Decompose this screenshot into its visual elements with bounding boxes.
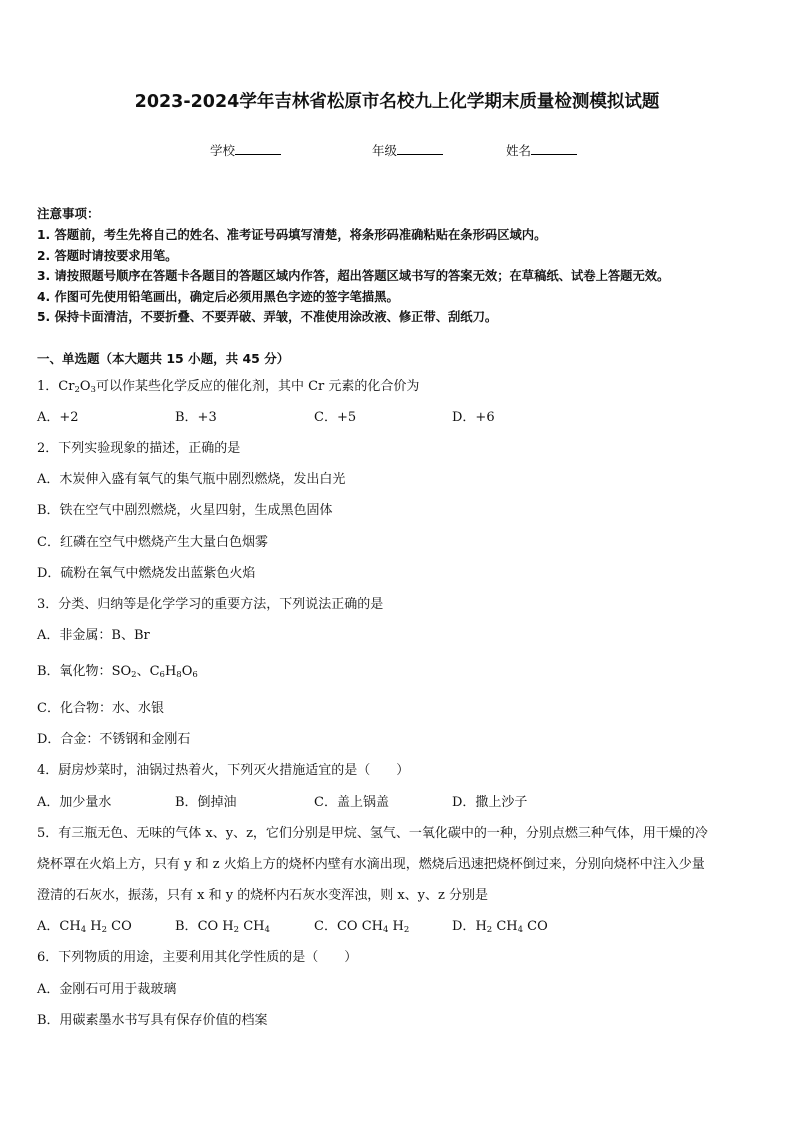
grade-label: 年级 — [372, 143, 398, 158]
q4-option-c: C．盖上锅盖 — [314, 795, 389, 810]
question-5-line: 5．有三瓶无色、无味的气体 x、y、z，它们分别是甲烷、氢气、一氧化碳中的一种，分别点燃三种气体，用干燥的冷 — [37, 826, 708, 841]
q1-option-b: B．+3 — [175, 410, 217, 425]
question-2-stem: 2．下列实验现象的描述，正确的是 — [37, 441, 241, 456]
exam-title: 2023-2024学年吉林省松原市名校九上化学期末质量检测模拟试题 — [134, 92, 660, 112]
q3-option-d: D．合金：不锈钢和金刚石 — [37, 732, 191, 747]
q5-option-d: D．$H_2$ $CH_4$ CO — [452, 919, 548, 935]
q6-option-a: A．金刚石可用于裁玻璃 — [37, 982, 177, 997]
q3-option-b: B．氧化物：$SO_2$、$C_6H_8O_6$ — [37, 664, 198, 680]
school-blank — [235, 142, 281, 155]
q4-option-a: A．加少量水 — [37, 795, 112, 810]
q1-option-d: D．+6 — [452, 410, 495, 425]
q3-option-c: C．化合物：水、水银 — [37, 701, 164, 716]
question-5-line: 烧杯罩在火焰上方，只有 y 和 z 火焰上方的烧杯内壁有水滴出现，燃烧后迅速把烧杯倒过来，分别向烧杯中注入少量 — [37, 857, 705, 872]
note-item: 5. 保持卡面清洁，不要折叠、不要弄破、弄皱，不准使用涂改液、修正带、刮纸刀。 — [37, 310, 498, 324]
q1-option-c: C．+5 — [314, 410, 357, 425]
name-blank — [531, 142, 577, 155]
note-item: 2. 答题时请按要求用笔。 — [37, 249, 178, 263]
note-item: 3. 请按照题号顺序在答题卡各题目的答题区域内作答，超出答题区域书写的答案无效；在草稿纸、试卷上答题无效。 — [37, 269, 670, 283]
school-field — [210, 141, 281, 159]
grade-blank — [397, 142, 443, 155]
question-1-stem: 1．$Cr_2O_3$可以作某些化学反应的催化剂，其中 Cr 元素的化合价为 — [37, 379, 420, 395]
q2-option-d: D．硫粉在氧气中燃烧发出蓝紫色火焰 — [37, 566, 256, 581]
name-field — [506, 141, 577, 159]
question-5-line: 澄清的石灰水，振荡，只有 x 和 y 的烧杯内石灰水变浑浊，则 x、y、z 分别是 — [37, 888, 488, 903]
question-4-stem: 4．厨房炒菜时，油锅过热着火，下列灭火措施适宜的是（ ） — [37, 763, 410, 778]
q6-option-b: B．用碳素墨水书写具有保存价值的档案 — [37, 1013, 268, 1028]
q5-option-a: A．$CH_4$ $H_2$ CO — [37, 919, 132, 935]
grade-field — [372, 141, 443, 159]
q4-option-d: D．撒上沙子 — [452, 795, 528, 810]
q2-option-c: C．红磷在空气中燃烧产生大量白色烟雾 — [37, 535, 268, 550]
question-3-stem: 3．分类、归纳等是化学学习的重要方法，下列说法正确的是 — [37, 597, 384, 612]
q2-option-b: B．铁在空气中剧烈燃烧，火星四射，生成黑色固体 — [37, 503, 333, 518]
q5-option-b: B．CO $H_2$ $CH_4$ — [175, 919, 270, 935]
question-6-stem: 6．下列物质的用途，主要利用其化学性质的是（ ） — [37, 950, 358, 965]
school-label: 学校 — [210, 143, 236, 158]
q3-option-a: A．非金属：B、Br — [37, 628, 150, 643]
section-heading: 一、单选题（本大题共 15 小题，共 45 分） — [37, 351, 290, 366]
note-item: 1. 答题前，考生先将自己的姓名、准考证号码填写清楚，将条形码准确粘贴在条形码区域内。 — [37, 228, 547, 242]
notes-title: 注意事项： — [37, 206, 100, 221]
q1-option-a: A．+2 — [37, 410, 79, 425]
name-label: 姓名 — [506, 143, 532, 158]
q5-option-c: C．CO $CH_4$ $H_2$ — [314, 919, 410, 935]
q2-option-a: A．木炭伸入盛有氧气的集气瓶中剧烈燃烧，发出白光 — [37, 472, 346, 487]
q4-option-b: B．倒掉油 — [175, 795, 237, 810]
note-item: 4. 作图可先使用铅笔画出，确定后必须用黑色字迹的签字笔描黑。 — [37, 290, 399, 304]
